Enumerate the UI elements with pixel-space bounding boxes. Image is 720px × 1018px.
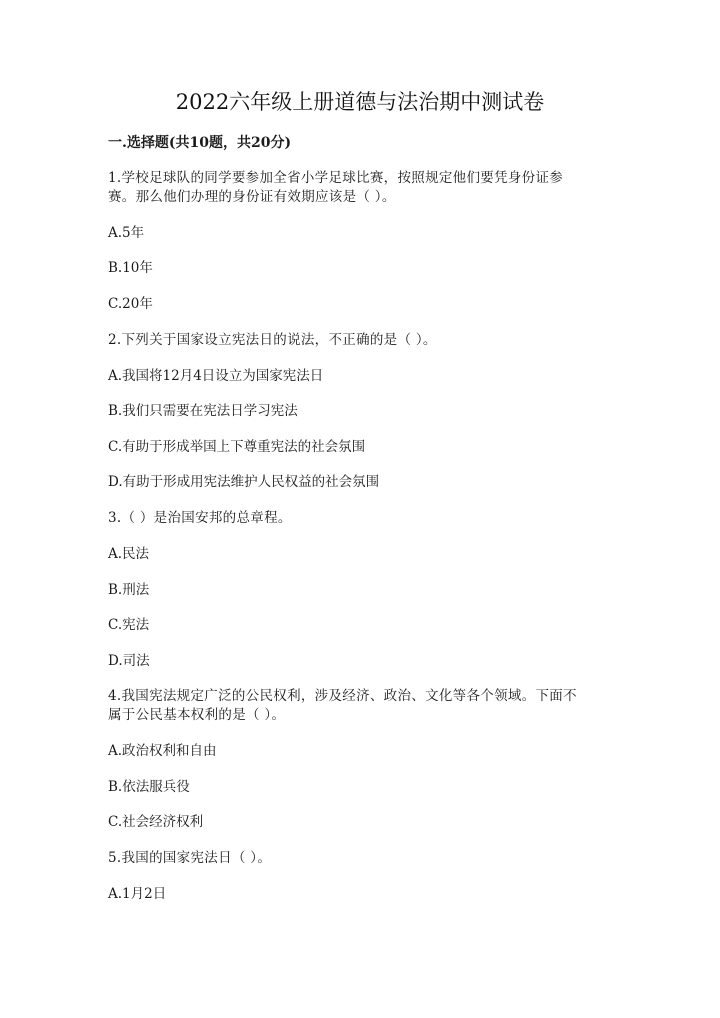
question-4-option-c: C.社会经济权利: [108, 814, 204, 830]
question-2-option-c: C.有助于形成举国上下尊重宪法的社会氛围: [108, 439, 366, 455]
question-3-option-c: C.宪法: [108, 617, 150, 633]
question-3-option-a: A.民法: [108, 546, 150, 562]
page-title: 2022六年级上册道德与法治期中测试卷: [175, 90, 545, 114]
question-4-option-b: B.依法服兵役: [108, 779, 190, 795]
question-5-option-a: A.1月2日: [108, 886, 167, 902]
question-1-option-b: B.10年: [108, 260, 153, 276]
question-2-option-a: A.我国将12月4日设立为国家宪法日: [108, 368, 324, 384]
question-3-stem-line-1: 3.（ ）是治国安邦的总章程。: [108, 510, 292, 526]
question-3-option-d: D.司法: [108, 653, 150, 669]
question-4-stem-line-2: 属于公民基本权利的是（ ）。: [108, 707, 286, 723]
section-heading: 一.选择题(共10题，共20分): [108, 135, 292, 151]
question-2-stem-line-1: 2.下列关于国家设立宪法日的说法，不正确的是（ ）。: [108, 332, 437, 348]
question-1-option-c: C.20年: [108, 296, 153, 312]
question-2-option-d: D.有助于形成用宪法维护人民权益的社会氛围: [108, 474, 380, 490]
question-4-stem-line-1: 4.我国宪法规定广泛的公民权利，涉及经济、政治、文化等各个领域。下面不: [108, 688, 577, 704]
question-2-option-b: B.我们只需要在宪法日学习宪法: [108, 403, 298, 419]
question-1-option-a: A.5年: [108, 225, 145, 241]
question-1-stem-line-2: 赛。那么他们办理的身份证有效期应该是（ ）。: [108, 189, 396, 205]
question-3-option-b: B.刑法: [108, 582, 150, 598]
question-4-option-a: A.政治权利和自由: [108, 743, 217, 759]
question-5-stem-line-1: 5.我国的国家宪法日（ ）。: [108, 850, 272, 866]
question-1-stem-line-1: 1.学校足球队的同学要参加全省小学足球比赛，按照规定他们要凭身份证参: [108, 170, 564, 186]
